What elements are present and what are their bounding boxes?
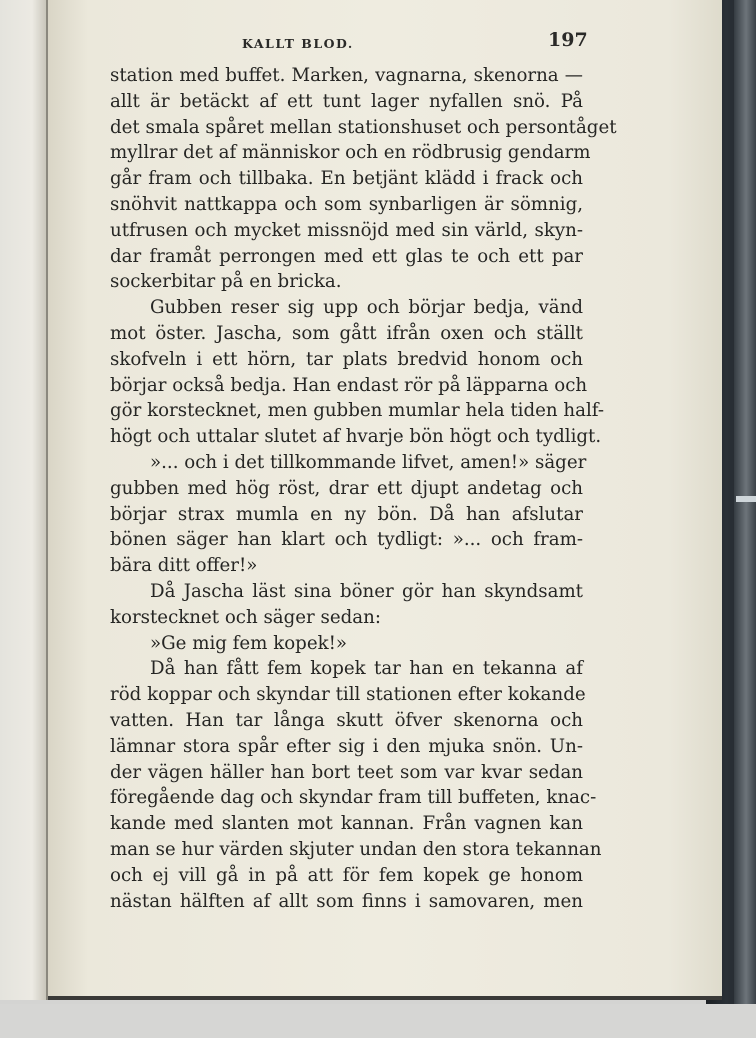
text-line: bönen säger han klart och tydligt: »... och fram- — [110, 529, 583, 551]
book-cover-edge — [734, 0, 756, 1010]
text-line: »Ge mig fem kopek!» — [150, 632, 348, 654]
text-line: utfrusen och mycket missnöjd med sin värld, skyn- — [110, 219, 583, 241]
text-line: dar framåt perrongen med ett glas te och ett par — [110, 245, 583, 267]
text-line: går fram och tillbaka. En betjänt klädd i frack och — [110, 168, 583, 190]
page-body-text — [110, 63, 617, 914]
text-line: röd koppar och skyndar till stationen efter kokande — [110, 684, 586, 706]
text-line: lämnar stora spår efter sig i den mjuka snön. Un- — [110, 735, 583, 757]
text-line: gör korstecknet, men gubben mumlar hela tiden half- — [110, 400, 604, 422]
text-line: föregående dag och skyndar fram till buffeten, knac- — [110, 787, 597, 809]
text-line: och ej vill gå in på att för fem kopek ge honom — [110, 864, 583, 886]
text-line: »... och i det tillkommande lifvet, amen!» säger — [150, 451, 587, 473]
text-line: nästan hälften af allt som finns i samovaren, men — [110, 890, 583, 912]
running-title: KALLT BLOD. — [242, 36, 354, 51]
scan-background — [0, 1004, 756, 1038]
previous-page-edge — [0, 0, 48, 1000]
text-line: högt och uttalar slutet af hvarje bön högt och tydligt. — [110, 426, 602, 448]
text-line: skofveln i ett hörn, tar plats bredvid honom och — [110, 348, 583, 370]
text-line: börjar strax mumla en ny bön. Då han afslutar — [110, 503, 583, 525]
text-line: vatten. Han tar långa skutt öfver skenorna och — [110, 709, 583, 731]
text-line: gubben med hög röst, drar ett djupt andetag och — [110, 477, 583, 499]
cover-marker — [736, 496, 756, 502]
text-line: mot öster. Jascha, som gått ifrån oxen och ställt — [110, 322, 583, 344]
text-line: bära ditt offer!» — [110, 555, 258, 577]
text-line: Då Jascha läst sina böner gör han skyndsamt — [150, 580, 583, 602]
text-line: der vägen häller han bort teet som var kvar sedan — [110, 761, 583, 783]
text-line: station med buffet. Marken, vagnarna, skenorna — — [110, 65, 583, 86]
text-line: kande med slanten mot kannan. Från vagnen kan — [110, 813, 583, 835]
text-line: allt är betäckt af ett tunt lager nyfallen snö. På — [110, 90, 583, 112]
text-line: Gubben reser sig upp och börjar bedja, vänd — [150, 297, 583, 319]
text-line: man se hur värden skjuter undan den stora tekannan — [110, 838, 602, 860]
text-line: det smala spåret mellan stationshuset och persontåget — [110, 116, 617, 138]
text-line: myllrar det af människor och en rödbrusig gendarm — [110, 142, 591, 164]
text-line: börjar också bedja. Han endast rör på läpparna och — [110, 374, 588, 396]
text-line: korstecknet och säger sedan: — [110, 606, 381, 628]
text-line: snöhvit nattkappa och som synbarligen är sömnig, — [110, 193, 583, 215]
text-line: Då han fått fem kopek tar han en tekanna af — [150, 658, 583, 680]
page-number: 197 — [548, 29, 588, 51]
text-line: sockerbitar på en bricka. — [110, 271, 342, 293]
